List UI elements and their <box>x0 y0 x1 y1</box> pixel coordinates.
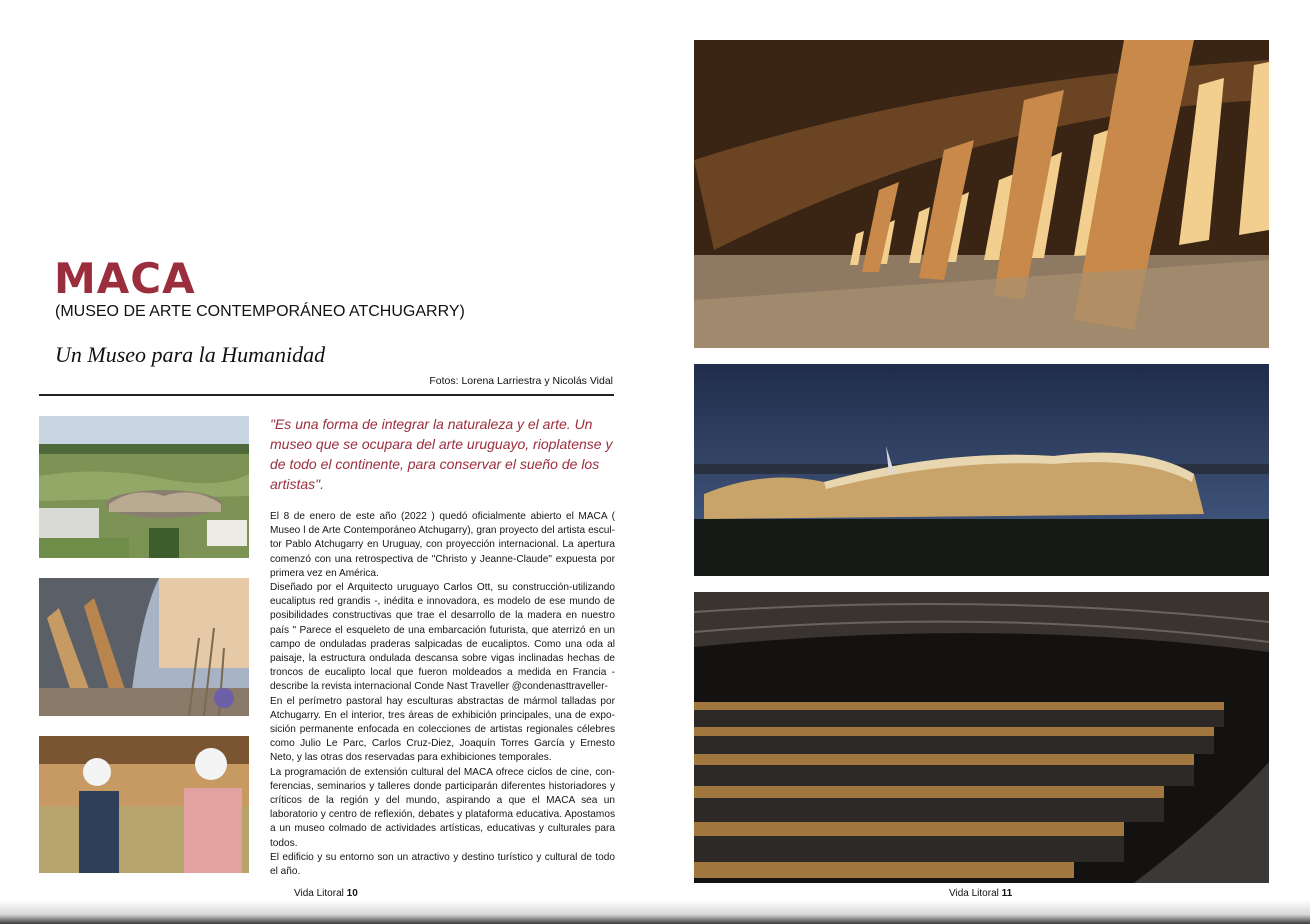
magazine-name: Vida Litoral <box>294 888 344 899</box>
museum-exterior-sunset-photo <box>39 578 249 716</box>
photo-credits: Fotos: Lorena Larriestra y Nicolás Vidal <box>429 375 613 387</box>
pull-quote: "Es una forma de integrar la naturaleza y el arte. Un museo que se ocupara del arte uruguayo, rioplatense y de todo el continente, para conservar el sueño de los artistas". <box>270 416 613 492</box>
body-paragraph: En el perímetro pastoral hay esculturas abstractas de mármol talladas por Atchugarry. En el interior, tres áreas de exhibición principales, una de expo-sición permanente enfocada en colecciones de artistas regionales célebres como Julio Le Parc, Carlos Cruz-Diez, Joaquín Torres García y Ernesto Neto, y las otras dos reservadas para exhibiciones temporales. <box>270 695 615 764</box>
page-number-left <box>294 888 358 899</box>
auditorium-seats-photo <box>694 592 1269 883</box>
body-paragraph: La programación de extensión cultural del MACA ofrece ciclos de cine, con-ferencias, seminarios y talleres donde participarán diferentes historiadores y críticos de la región y del mundo, aspirando a que el MACA sea un laboratorio y centro de reflexión, debates y plataforma educativa. Apostamos a un museo colmado de actividades artísticas, educativas y culturales para todos. <box>270 766 615 849</box>
tagline: Un Museo para la Humanidad <box>55 342 326 367</box>
body-paragraph: El 8 de enero de este año (2022 ) quedó oficialmente abierto el MACA ( Museo l de Arte Contemporáneo Atchugarry), gran proyecto del artista escul-tor Pablo Atchugarry en Uruguay, con proyección internacional. La apertura comenzó con una retrospectiva de "Christo y Jeanne-Claude" expuesta por primera vez en América. <box>270 511 615 579</box>
page-number: 10 <box>346 888 358 899</box>
construction-workers-photo <box>39 736 249 873</box>
page-number: 11 <box>1001 888 1013 899</box>
magazine-name: Vida Litoral <box>949 888 999 899</box>
body-paragraph: Diseñado por el Arquitecto uruguayo Carlos Ott, su construcción-utilizando eucaliptus red grandis -, inédita e innovadora, es modelo de ese mundo de posibilidades constructivas que trae el desarrollo de la madera en nuestro país " Parece el esqueleto de una embarcación futurista, que aterrizó en un campo de onduladas praderas salpicadas de eucaliptos. Como una oda al paisaje, la estructura ondulada descansa sobre vigas inclinadas hechas de troncos de eucalipto local que fueron moldeados a medida en Francia -describe la revista internacional Conde Nast Traveller @condenasttraveller- <box>270 582 615 693</box>
page-number-right <box>949 888 1012 899</box>
header-divider <box>39 394 614 396</box>
body-paragraph: El edificio y su entorno son un atractivo y destino turístico y cultural de todo el año. <box>270 851 615 878</box>
museum-night-exterior-photo <box>694 364 1269 576</box>
wooden-arches-interior-photo <box>694 40 1269 348</box>
aerial-museum-photo <box>39 416 249 558</box>
page-edge-shadow <box>0 900 1310 924</box>
article-body <box>270 510 615 879</box>
page-title: MACA <box>54 254 196 303</box>
page-subtitle: (MUSEO DE ARTE CONTEMPORÁNEO ATCHUGARRY) <box>55 303 465 320</box>
